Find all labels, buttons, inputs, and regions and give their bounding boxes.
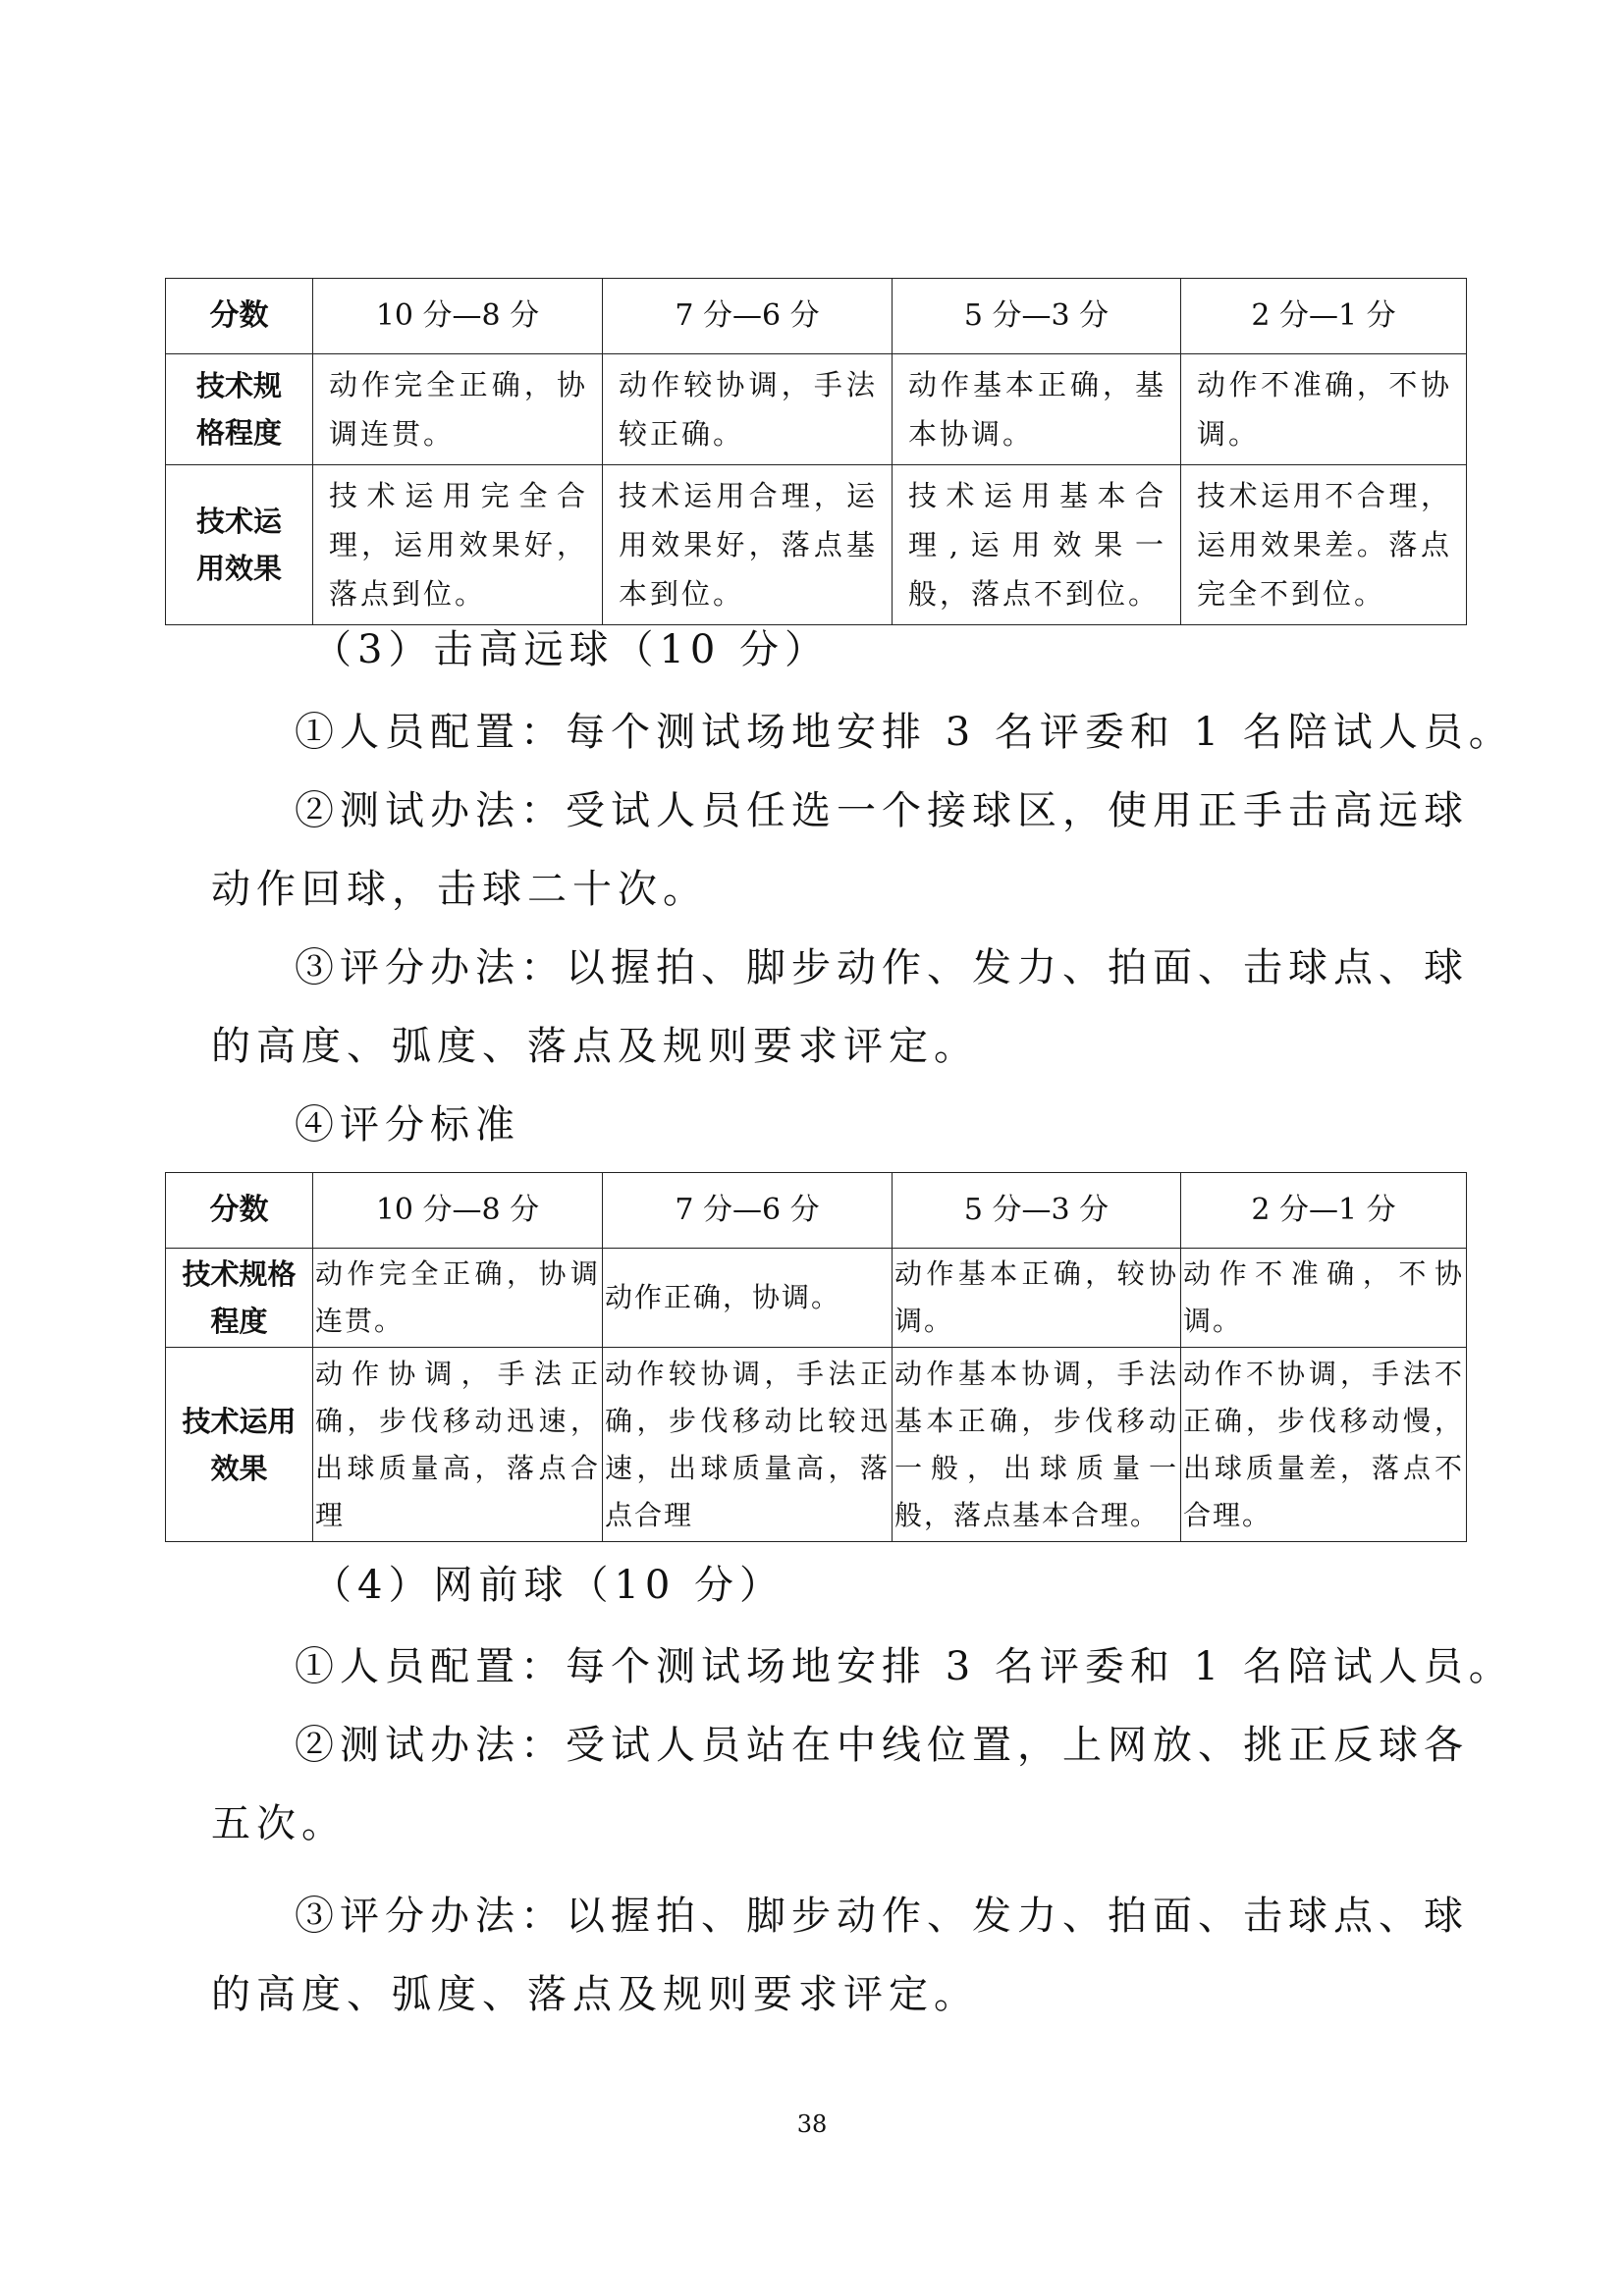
scoring-table-1	[165, 278, 1467, 625]
table-cell: 动作基本正确，较协调。	[893, 1249, 1181, 1348]
table-cell: 动作较协调，手法较正确。	[603, 354, 893, 465]
paragraph-scoring-method-cont: 的高度、弧度、落点及规则要求评定。	[211, 1024, 979, 1069]
table-cell: 动作完全正确，协调连贯。	[313, 1249, 603, 1348]
scoring-table-2	[165, 1172, 1467, 1542]
table-cell: 动作基本正确，基本协调。	[893, 354, 1181, 465]
table-cell: 动作完全正确，协调连贯。	[313, 354, 603, 465]
paragraph-scoring-method-cont: 的高度、弧度、落点及规则要求评定。	[211, 1972, 979, 2017]
table-cell: 动作协调，手法正确，步伐移动迅速，出球质量高，落点合理	[313, 1348, 603, 1542]
row-label: 技术运用效果	[166, 1348, 313, 1542]
header-score: 分数	[166, 279, 313, 354]
table-cell: 动作不协调，手法不正确，步伐移动慢，出球质量差，落点不合理。	[1181, 1348, 1467, 1542]
table-row	[166, 465, 1467, 625]
header-5-3: 5 分—3 分	[893, 1173, 1181, 1249]
page-number: 38	[796, 2110, 828, 2138]
paragraph-test-method-cont: 五次。	[211, 1801, 347, 1846]
row-label: 技术规格程度	[166, 1249, 313, 1348]
paragraph-scoring-method: ③评分办法：以握拍、脚步动作、发力、拍面、击球点、球	[295, 1894, 1469, 1939]
table-row	[166, 354, 1467, 465]
header-2-1: 2 分—1 分	[1181, 1173, 1467, 1249]
section-3-heading: （3）击高远球（10 分）	[312, 627, 831, 672]
header-10-8: 10 分—8 分	[313, 279, 603, 354]
paragraph-staffing: ①人员配置：每个测试场地安排 3 名评委和 1 名陪试人员。	[295, 710, 1514, 755]
header-2-1: 2 分—1 分	[1181, 279, 1467, 354]
header-10-8: 10 分—8 分	[313, 1173, 603, 1249]
paragraph-test-method: ②测试办法：受试人员站在中线位置，上网放、挑正反球各	[295, 1723, 1469, 1768]
table-cell: 动作不准确，不协调。	[1181, 1249, 1467, 1348]
paragraph-test-method: ②测试办法：受试人员任选一个接球区，使用正手击高远球	[295, 788, 1469, 833]
table-cell: 动作不准确，不协调。	[1181, 354, 1467, 465]
table-cell: 技术运用合理，运用效果好，落点基本到位。	[603, 465, 893, 625]
table-row	[166, 1348, 1467, 1542]
table-cell: 技术运用不合理，运用效果差。落点完全不到位。	[1181, 465, 1467, 625]
header-score: 分数	[166, 1173, 313, 1249]
header-5-3: 5 分—3 分	[893, 279, 1181, 354]
table-header-row	[166, 1173, 1467, 1249]
table-cell: 动作较协调，手法正确，步伐移动比较迅速，出球质量高，落点合理	[603, 1348, 893, 1542]
row-label: 技术规格程度	[166, 354, 313, 465]
table-cell: 动作基本协调，手法基本正确，步伐移动一般，出球质量一般，落点基本合理。	[893, 1348, 1181, 1542]
paragraph-staffing: ①人员配置：每个测试场地安排 3 名评委和 1 名陪试人员。	[295, 1644, 1514, 1689]
table-cell: 技术运用基本合理,运用效果一般，落点不到位。	[893, 465, 1181, 625]
table-cell: 动作正确，协调。	[603, 1249, 893, 1348]
row-label: 技术运用效果	[166, 465, 313, 625]
header-7-6: 7 分—6 分	[603, 1173, 893, 1249]
table-header-row	[166, 279, 1467, 354]
header-7-6: 7 分—6 分	[603, 279, 893, 354]
paragraph-scoring-method: ③评分办法：以握拍、脚步动作、发力、拍面、击球点、球	[295, 945, 1469, 990]
table-cell: 技术运用完全合理，运用效果好，落点到位。	[313, 465, 603, 625]
table-row	[166, 1249, 1467, 1348]
paragraph-scoring-standard: ④评分标准	[295, 1102, 520, 1148]
section-4-heading: （4）网前球（10 分）	[312, 1563, 785, 1608]
paragraph-test-method-cont: 动作回球，击球二十次。	[211, 867, 708, 912]
